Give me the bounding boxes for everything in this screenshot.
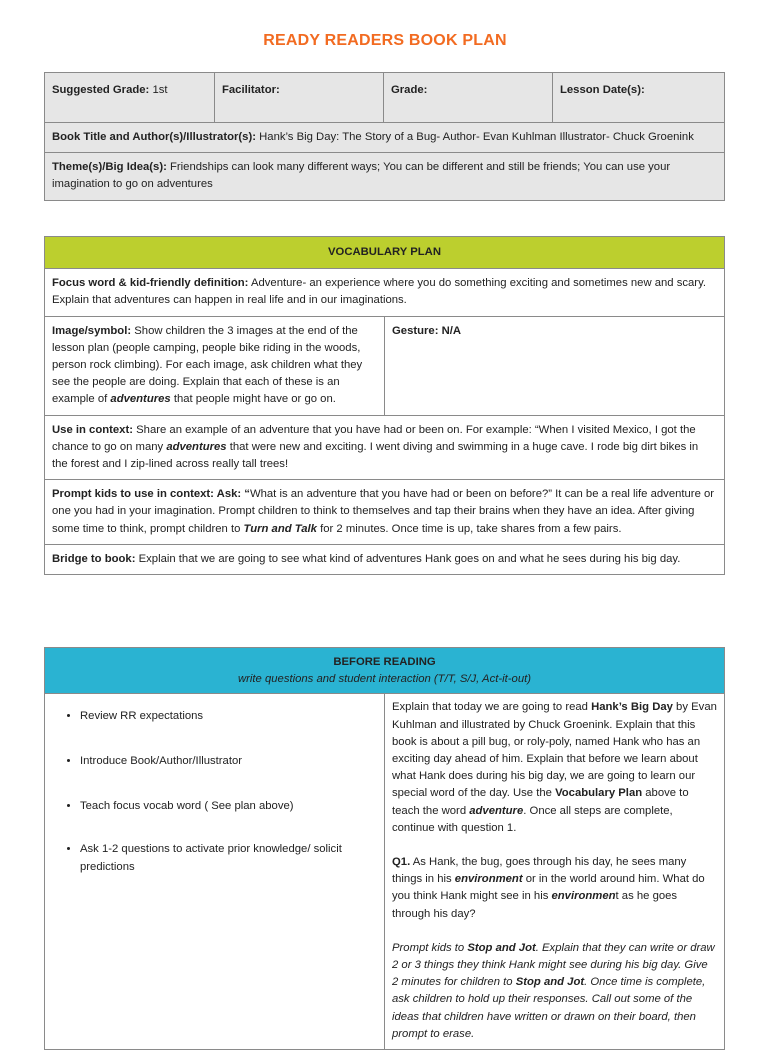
grade-cell — [384, 73, 553, 123]
facilitator-cell — [215, 73, 384, 123]
book-title-emphasis: Hank’s Big Day — [591, 701, 673, 714]
focus-word-value: Adventure- an experience where you do something exciting and sometimes new and scary. Explain that adventures can happen in real life and in our imaginations. — [52, 277, 707, 307]
vocabulary-table — [44, 236, 725, 575]
before-reading-steps-list — [52, 705, 380, 876]
use-in-context-cell — [45, 415, 725, 480]
stop-jot-text-3: . Once time is complete, ask children to hold up their responses. Call out some of the ideas that children have written or drawn on their board, then prompt to erase. — [392, 976, 706, 1040]
adventure-emphasis: adventure — [469, 804, 524, 817]
book-title-value: Hank’s Big Day: The Story of a Bug- Author- Evan Kuhlman Illustrator- Chuck Groenink — [255, 131, 694, 143]
image-symbol-text-end: that people might have or go on. — [170, 393, 336, 406]
prompt-kids-text-end: for 2 minutes. Once time is up, take shares from a few pairs. — [316, 522, 622, 535]
stop-jot-text: Prompt kids to — [392, 941, 468, 954]
use-in-context-label: Use in context: — [52, 423, 133, 436]
list-item: • Review RR expectations — [80, 705, 380, 727]
theme-cell — [45, 153, 725, 200]
prompt-kids-emphasis: Turn and Talk — [243, 522, 317, 535]
theme-value: Friendships can look many different ways; You can be different and still be friends; You can use your imagination to go on adventures — [52, 161, 671, 191]
image-symbol-cell — [45, 316, 385, 415]
before-reading-header — [45, 648, 725, 694]
question-1-text-2: or in the world around him. What do you think Hank might see in his — [392, 873, 705, 903]
before-reading-heading: BEFORE READING — [333, 656, 436, 668]
page-title: READY READERS BOOK PLAN — [263, 32, 507, 49]
suggested-grade-label: Suggested Grade: — [52, 84, 150, 96]
image-symbol-text: Show children the 3 images at the end of the lesson plan (people camping, people bike riding in the woods, person rock climbing). For each image, ask children what they see the people are doing. Explain that each of these is an example of — [52, 324, 363, 406]
before-reading-steps-cell — [45, 694, 385, 1050]
use-in-context-emphasis: adventures — [166, 440, 227, 453]
intro-text-4: . Once all steps are complete, continue with question 1. — [392, 804, 673, 834]
stop-and-jot-emphasis-2: Stop and Jot — [515, 976, 585, 989]
prompt-kids-cell — [45, 480, 725, 545]
bridge-to-book-value: Explain that we are going to see what kind of adventures Hank goes on and what he sees during his big day. — [135, 552, 681, 565]
stop-and-jot-emphasis: Stop and Jot — [467, 941, 536, 954]
intro-paragraph — [392, 699, 717, 837]
focus-word-cell — [45, 269, 725, 316]
vocabulary-heading: VOCABULARY PLAN — [45, 237, 725, 269]
stop-jot-text-2: . Explain that they can write or draw 2 or 3 things they think Hank might see during his big day. Give 2 minutes for children to — [392, 941, 715, 989]
bridge-to-book-cell — [45, 544, 725, 574]
question-1-text: As Hank, the bug, goes through his day, he sees many things in his — [392, 856, 687, 886]
suggested-grade-value: 1st — [149, 84, 168, 96]
question-1-text-3: t as he goes through his day? — [392, 890, 678, 920]
suggested-grade-cell — [45, 73, 215, 123]
image-symbol-label: Image/symbol: — [52, 324, 132, 337]
prompt-kids-label: Prompt kids to use in context: Ask: “ — [52, 488, 250, 501]
grade-label: Grade: — [391, 84, 428, 96]
image-symbol-emphasis: adventures — [110, 393, 171, 406]
lesson-date-label: Lesson Date(s): — [560, 84, 645, 96]
before-reading-subheading: write questions and student interaction (T/T, S/J, Act-it-out) — [237, 673, 531, 686]
focus-word-label: Focus word & kid-friendly definition: — [52, 277, 249, 290]
book-title-cell — [45, 123, 725, 153]
before-reading-script-cell — [385, 694, 725, 1050]
gesture-label: Gesture: N/A — [392, 324, 462, 337]
list-item: • Teach focus vocab word ( See plan above) — [80, 795, 380, 817]
list-item: • Introduce Book/Author/Illustrator — [80, 750, 380, 772]
use-in-context-text: Share an example of an adventure that you have had or been on. For example: “When I visited Mexico, I got the chance to go on many — [52, 423, 696, 453]
book-title-label: Book Title and Author(s)/Illustrator(s): — [52, 131, 256, 143]
stop-and-jot-paragraph — [392, 940, 717, 1043]
theme-label: Theme(s)/Big Idea(s): — [52, 161, 167, 174]
bridge-to-book-label: Bridge to book: — [52, 552, 136, 565]
intro-text-3: above to teach the word — [392, 787, 689, 817]
gesture-cell — [385, 316, 725, 415]
intro-text: Explain that today we are going to read — [392, 701, 592, 714]
header-table — [44, 72, 725, 201]
environment-emphasis: environment — [454, 873, 523, 886]
use-in-context-text-end: that were new and exciting. I went diving and swimming in a huge cave. I rode big dirt bikes in the forest and I zip-lined across really tall trees! — [52, 440, 699, 471]
vocabulary-plan-emphasis: Vocabulary Plan — [555, 787, 643, 800]
question-1-paragraph — [392, 854, 717, 923]
before-reading-table — [44, 647, 725, 1050]
intro-text-2: by Evan Kuhlman and illustrated by Chuck Groenink. Explain that this book is about a pill bug, or roly-poly, named Hank who has an exciting day ahead of him. Explain that before we learn about what Hank does during his big day, we are going to learn our special word of the day. Use the — [392, 701, 717, 800]
lesson-date-cell — [553, 73, 725, 123]
environment-emphasis-2: environmen — [551, 890, 616, 903]
facilitator-label: Facilitator: — [222, 84, 280, 96]
prompt-kids-text: What is an adventure that you have had or been on before?” It can be a real life adventure or one you had in your imagination. Prompt children to think to themselves and tap their brains when they have an idea. After giving some time to think, prompt children to — [52, 488, 715, 535]
question-1-label: Q1. — [392, 856, 411, 869]
list-item: • Ask 1-2 questions to activate prior knowledge/ solicit predictions — [80, 840, 380, 876]
